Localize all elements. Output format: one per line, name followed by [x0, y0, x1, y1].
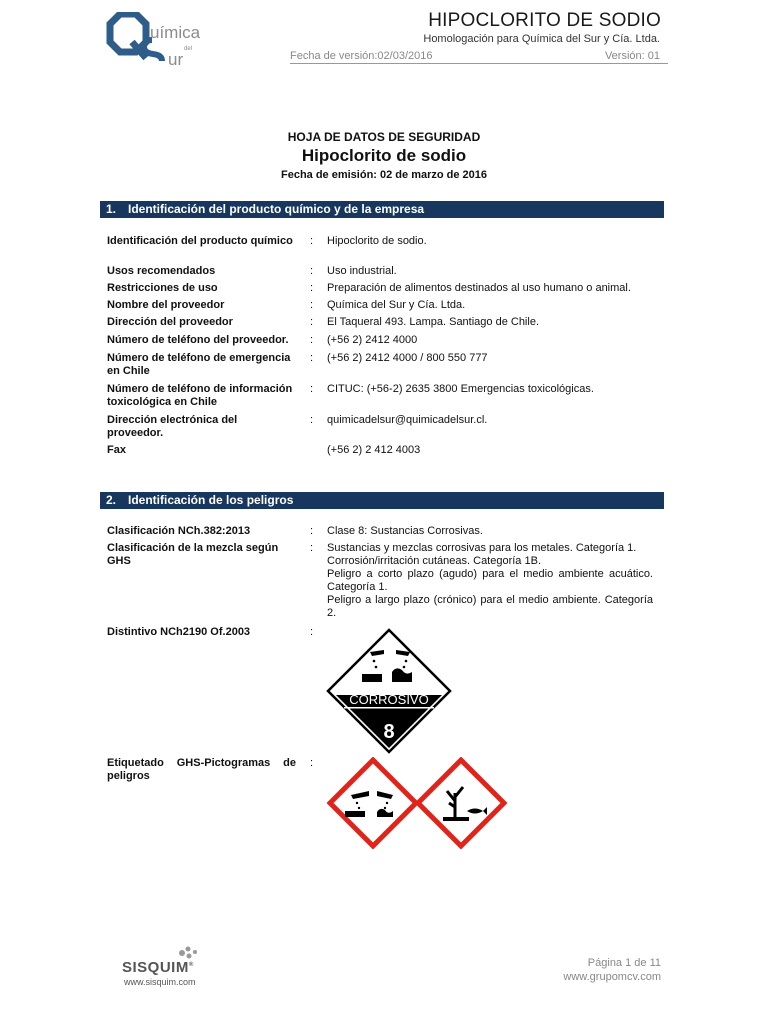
row-value: Hipoclorito de sodio.	[327, 235, 427, 247]
row-colon: :	[310, 299, 314, 311]
page-number: Página 1 de 11	[587, 957, 661, 969]
row-colon: :	[310, 334, 314, 346]
row-colon: :	[310, 316, 314, 328]
row-value: (+56 2) 2412 4000 / 800 550 777	[327, 352, 488, 364]
row-label: Número de teléfono del proveedor.	[107, 334, 289, 346]
corrosive-class-8-diamond	[326, 628, 452, 754]
svg-text:ur: ur	[168, 50, 184, 68]
issue-date: Fecha de emisión: 02 de marzo de 2016	[280, 169, 488, 181]
row-colon: :	[310, 383, 314, 395]
sisquim-logo: SISQUIM®	[122, 959, 194, 976]
row-label: Clasificación de la mezcla según GHS	[107, 542, 279, 567]
section-2-header	[100, 492, 664, 509]
svg-text:del: del	[184, 46, 193, 52]
row-value: Preparación de alimentos destinados al uso humano o animal.	[327, 282, 631, 294]
quimica-del-sur-logo	[106, 12, 216, 68]
row-label: Clasificación NCh.382:2013	[107, 525, 251, 537]
section-title: Identificación del producto químico y de la empresa	[128, 202, 425, 216]
document-title: Hipoclorito de sodio	[301, 146, 467, 165]
header-subtitle: Homologación para Química del Sur y Cía. Ltda.	[423, 33, 660, 45]
row-label: Usos recomendados	[107, 265, 216, 277]
row-value: Clase 8: Sustancias Corrosivas.	[327, 525, 483, 537]
ghs-corrosion-pictogram	[327, 757, 419, 849]
section-title: Identificación de los peligros	[128, 493, 294, 507]
site-link[interactable]: www.grupomcv.com	[563, 971, 661, 983]
row-label: Número de teléfono de emergencia en Chile	[107, 352, 291, 377]
row-label: Restricciones de uso	[107, 282, 218, 294]
row-colon: :	[310, 352, 314, 364]
row-label: Identificación del producto químico	[107, 235, 293, 247]
document-heading	[0, 130, 768, 181]
row-label: Dirección electrónica del proveedor.	[107, 414, 238, 439]
row-value: Sustancias y mezclas corrosivas para los metales. Categoría 1. Corrosión/irritación cutáneas. Categoría 1B. Peligro a corto plazo (agudo) para el medio ambiente acuático. Categoría 1. Peligro a largo plazo (crónico) para el medio ambiente. Categoría 2.	[327, 542, 653, 619]
row-colon: :	[310, 542, 314, 554]
section-number: 1.	[106, 202, 117, 216]
header-title: HIPOCLORITO DE SODIO	[428, 10, 661, 31]
row-value: CITUC: (+56-2) 2635 3800 Emergencias toxicológicas.	[327, 383, 594, 395]
version-number: Versión: 01	[604, 50, 660, 62]
row-label: Dirección del proveedor	[107, 316, 233, 328]
row-colon: :	[310, 265, 314, 277]
row-value: Uso industrial.	[327, 265, 397, 277]
corrosive-word: CORROSIVO	[349, 692, 429, 707]
document-kind: HOJA DE DATOS DE SEGURIDAD	[287, 130, 481, 144]
svg-text:uímica: uímica	[150, 23, 201, 42]
row-value: Química del Sur y Cía. Ltda.	[327, 299, 466, 311]
section-number: 2.	[106, 493, 117, 507]
row-colon: :	[310, 626, 314, 638]
row-label: Número de teléfono de información toxicológica en Chile	[107, 383, 293, 408]
class-number: 8	[383, 721, 395, 743]
row-value: El Taqueral 493. Lampa. Santiago de Chile.	[327, 316, 539, 328]
row-label: Distintivo NCh2190 Of.2003	[107, 626, 251, 638]
section-1-header	[100, 201, 664, 218]
ghs-environment-pictogram	[415, 757, 507, 849]
row-colon: :	[310, 525, 314, 537]
row-colon: :	[310, 757, 314, 769]
row-value: (+56 2) 2 412 4003	[327, 444, 421, 456]
row-label: Fax	[107, 444, 126, 456]
row-colon: :	[310, 414, 314, 426]
row-value: quimicadelsur@quimicadelsur.cl.	[327, 414, 488, 426]
header-divider	[290, 63, 668, 64]
row-label: Etiquetado GHS-Pictogramas de peligros	[107, 757, 296, 782]
version-date: Fecha de versión:02/03/2016	[290, 50, 433, 62]
row-value: (+56 2) 2412 4000	[327, 334, 418, 346]
row-colon: :	[310, 282, 314, 294]
row-colon: :	[310, 235, 314, 247]
row-label: Nombre del proveedor	[107, 299, 225, 311]
sisquim-url[interactable]: www.sisquim.com	[124, 977, 196, 987]
